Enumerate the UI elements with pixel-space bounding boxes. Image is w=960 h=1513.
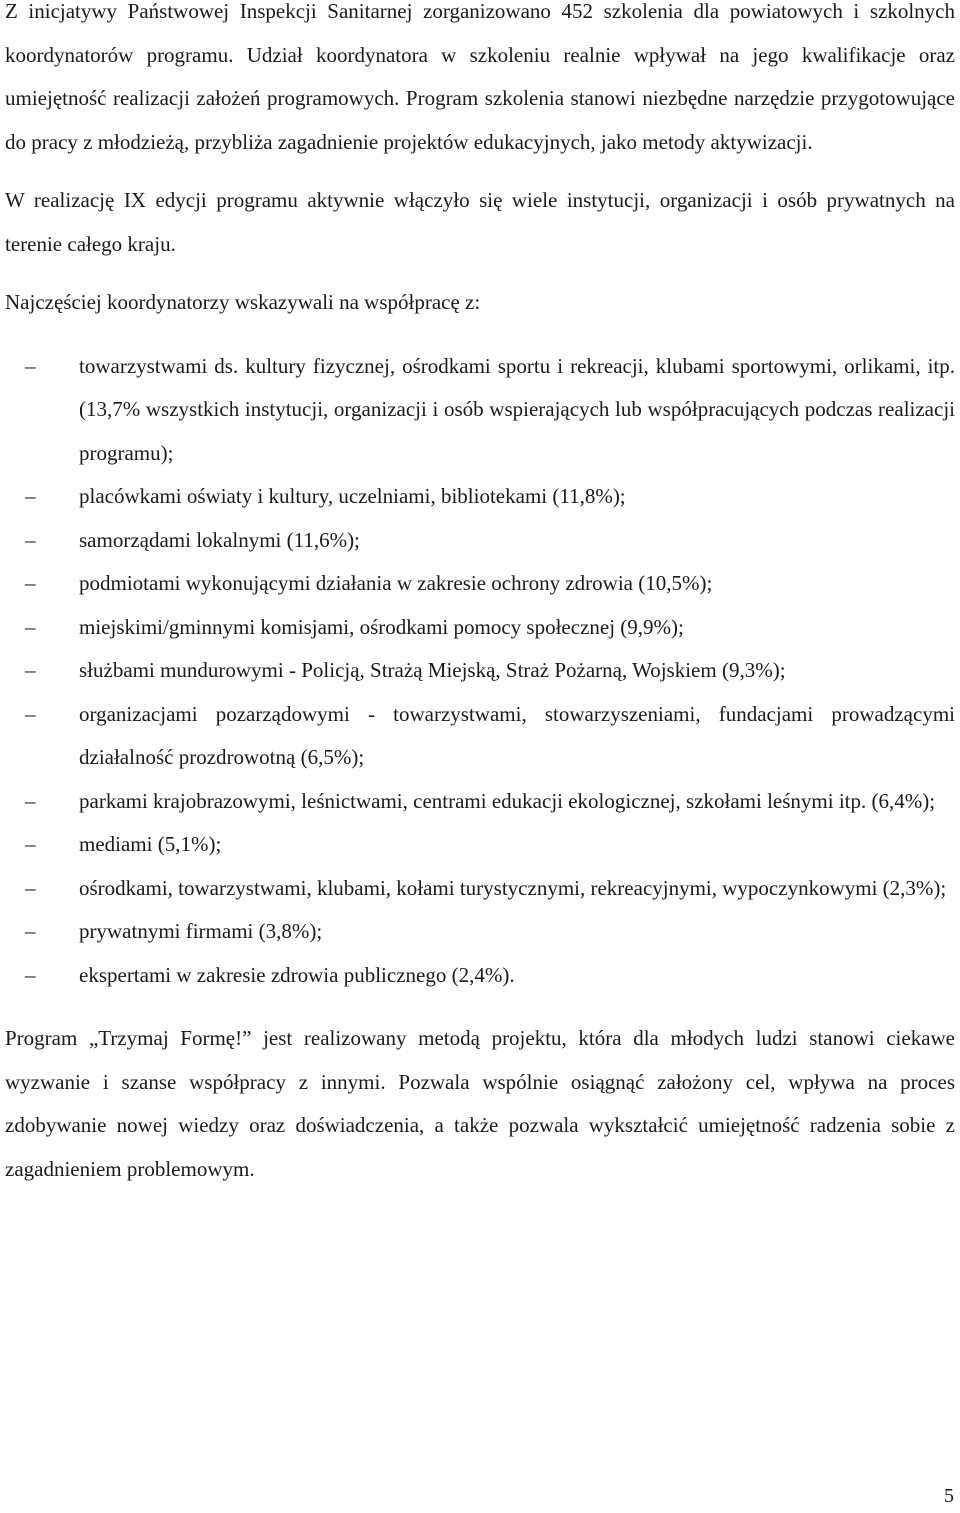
dash-bullet: – bbox=[25, 788, 36, 813]
list-item bbox=[5, 867, 955, 911]
list-item bbox=[5, 649, 955, 693]
list-item-text: ekspertami w zakresie zdrowia publicznego (2,4%). bbox=[79, 962, 515, 987]
list-item bbox=[5, 345, 955, 476]
dash-bullet: – bbox=[25, 571, 36, 595]
list-item-text: prywatnymi firmami (3,8%); bbox=[79, 919, 323, 943]
cooperation-list bbox=[5, 345, 955, 998]
list-item-text: służbami mundurowymi - Policją, Strażą Miejską, Straż Pożarną, Wojskiem (9,3%); bbox=[79, 658, 786, 682]
list-item-text: parkami krajobrazowymi, leśnictwami, centrami edukacji ekologicznej, szkołami leśnymi itp. (6,4%); bbox=[79, 788, 936, 813]
list-item-text: placówkami oświaty i kultury, uczelniami, bibliotekami (11,8%); bbox=[79, 484, 626, 508]
list-item bbox=[5, 780, 955, 824]
list-item bbox=[5, 475, 955, 519]
list-item-text: miejskimi/gminnymi komisjami, ośrodkami pomocy społecznej (9,9%); bbox=[79, 614, 684, 639]
list-item bbox=[5, 562, 955, 606]
cooperation-intro-paragraph: Najczęściej koordynatorzy wskazywali na współpracę z: bbox=[5, 290, 481, 314]
list-item bbox=[5, 693, 955, 780]
dash-bullet: – bbox=[25, 658, 36, 682]
dash-bullet: – bbox=[25, 353, 36, 378]
list-item bbox=[5, 519, 955, 563]
list-item-text: podmiotami wykonującymi działania w zakresie ochrony zdrowia (10,5%); bbox=[79, 571, 713, 595]
page-number: 5 bbox=[944, 1485, 954, 1507]
list-item-text: ośrodkami, towarzystwami, klubami, kołami turystycznymi, rekreacyjnymi, wypoczynkowymi (2,3%); bbox=[79, 875, 947, 900]
closing-paragraph: Program „Trzymaj Formę!” jest realizowany metodą projektu, która dla młodych ludzi stanowi ciekawe wyzwanie i szanse współpracy z innymi. Pozwala wspólnie osiągnąć założony cel, wpływa na proces zdobywanie nowej wiedzy oraz doświadczenia, a także pozwala wykształcić umiejętność radzenia sobie z zagadnieniem problemowym. bbox=[5, 1026, 955, 1181]
dash-bullet: – bbox=[25, 527, 36, 552]
list-item-text: organizacjami pozarządowymi - towarzystwami, stowarzyszeniami, fundacjami prowadzącymi działalność prozdrowotną (6,5%); bbox=[79, 701, 955, 769]
list-item bbox=[5, 910, 955, 954]
dash-bullet: – bbox=[25, 614, 36, 639]
dash-bullet: – bbox=[25, 962, 36, 987]
list-item bbox=[5, 823, 955, 867]
edition-paragraph: W realizację IX edycji programu aktywnie włączyło się wiele instytucji, organizacji i osób prywatnych na terenie całego kraju. bbox=[5, 188, 955, 256]
dash-bullet: – bbox=[25, 832, 36, 856]
intro-paragraph: Z inicjatywy Państwowej Inspekcji Sanitarnej zorganizowano 452 szkolenia dla powiatowych i szkolnych koordynatorów programu. Udział koordynatora w szkoleniu realnie wpływał na jego kwalifikacje oraz umiejętność realizacji założeń programowych. Program szkolenia stanowi niezbędne narzędzie przygotowujące do pracy z młodzieżą, przybliża zagadnienie projektów edukacyjnych, jako metody aktywizacji. bbox=[5, 0, 955, 154]
document-page bbox=[5, 0, 955, 1191]
list-item-text: samorządami lokalnymi (11,6%); bbox=[79, 527, 360, 552]
dash-bullet: – bbox=[25, 919, 36, 943]
list-item bbox=[5, 954, 955, 998]
list-item-text: mediami (5,1%); bbox=[79, 832, 222, 856]
dash-bullet: – bbox=[25, 701, 36, 726]
list-item-text: towarzystwami ds. kultury fizycznej, ośrodkami sportu i rekreacji, klubami sportowymi, orlikami, itp. (13,7% wszystkich instytucji, organizacji i osób wspierających lub współpracujących podczas realizacji programu); bbox=[79, 353, 955, 465]
dash-bullet: – bbox=[25, 484, 36, 508]
dash-bullet: – bbox=[25, 875, 36, 900]
list-item bbox=[5, 606, 955, 650]
